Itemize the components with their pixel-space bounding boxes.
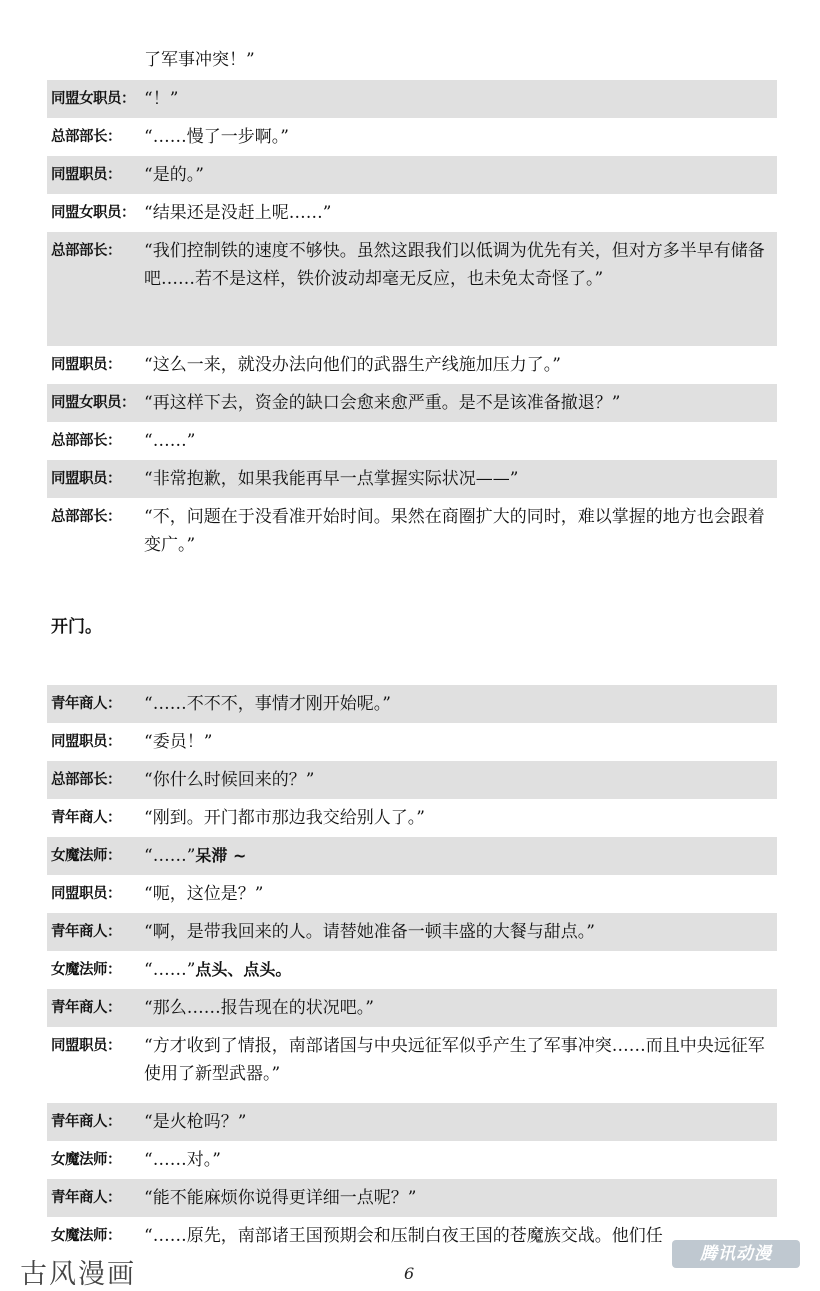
spoken-text: “……原先，南部诸王国预期会和压制白夜王国的苍魔族交战。他们任 (144, 1226, 663, 1246)
speaker-name: 同盟职员： (51, 1038, 121, 1054)
spoken-text: “能不能麻烦你说得更详细一点呢？” (144, 1188, 417, 1208)
speaker-name: 总部部长： (51, 433, 121, 449)
speaker-name: 同盟女职员： (51, 91, 135, 107)
dialogue-text (144, 728, 777, 757)
speaker-name: 总部部长： (51, 772, 121, 788)
dialogue-line (47, 913, 777, 951)
speaker-name: 同盟女职员： (51, 205, 135, 221)
dialogue-text (144, 1108, 777, 1137)
spoken-text: “委员！” (144, 732, 213, 752)
speaker-name: 青年商人： (51, 810, 121, 826)
dialogue-line (47, 989, 777, 1027)
dialogue-line (47, 232, 777, 346)
dialogue-text (144, 123, 777, 152)
dialogue-line (47, 837, 777, 875)
speaker-name: 女魔法师： (51, 1152, 121, 1168)
speaker-name: 总部部长： (51, 129, 121, 145)
spoken-text: “呃，这位是？” (144, 884, 264, 904)
dialogue-text (144, 1032, 777, 1099)
speaker-name: 同盟职员： (51, 734, 121, 750)
dialogue-text (144, 503, 777, 570)
speaker-name: 女魔法师： (51, 848, 121, 864)
speaker-name: 总部部长： (51, 509, 121, 525)
dialogue-text (144, 842, 777, 871)
spoken-text: “是火枪吗？” (144, 1112, 247, 1132)
dialogue-text (144, 690, 777, 719)
watermark-gufeng: 古风漫画 (20, 1259, 136, 1290)
spoken-text: “不，问题在于没看准开始时间。果然在商圈扩大的同时，难以掌握的地方也会跟着变广。” (144, 507, 765, 555)
dialogue-line (47, 384, 777, 422)
speaker-name: 青年商人： (51, 1000, 121, 1016)
dialogue-line (47, 951, 777, 989)
spoken-text: “结果还是没赶上呢……” (144, 203, 332, 223)
dialogue-line (47, 156, 777, 194)
dialogue-line (47, 723, 777, 761)
dialogue-text (144, 1184, 777, 1213)
dialogue-text (144, 237, 777, 342)
dialogue-line (47, 498, 777, 574)
dialogue-line (47, 1179, 777, 1217)
spoken-text: “……” (144, 431, 196, 451)
spoken-text: “啊，是带我回来的人。请替她准备一顿丰盛的大餐与甜点。” (144, 922, 595, 942)
dialogue-line (47, 422, 777, 460)
dialogue-text (144, 994, 777, 1023)
dialogue-line (47, 1217, 777, 1247)
dialogue-line (47, 118, 777, 156)
speaker-name: 青年商人： (51, 1114, 121, 1130)
dialogue-text (144, 351, 777, 380)
dialogue-text (144, 918, 777, 947)
spoken-text: “……” (144, 846, 196, 866)
dialogue-line (47, 346, 777, 384)
dialogue-line (47, 1027, 777, 1103)
dialogue-line (47, 799, 777, 837)
speaker-name: 同盟职员： (51, 357, 121, 373)
spoken-text: “！” (144, 89, 179, 109)
speaker-name: 同盟职员： (51, 471, 121, 487)
dialogue-line (47, 1141, 777, 1179)
spoken-text: “是的。” (144, 165, 204, 185)
dialogue-text (144, 161, 777, 190)
spoken-text: “方才收到了情报，南部诸国与中央远征军似乎产生了军事冲突……而且中央远征军使用了新型武器。” (144, 1036, 765, 1084)
speaker-name: 青年商人： (51, 1190, 121, 1206)
speaker-name: 女魔法师： (51, 1228, 121, 1244)
spoken-text: “……对。” (144, 1150, 221, 1170)
dialogue-line (47, 1103, 777, 1141)
continued-line: 了军事冲突！” (144, 50, 255, 70)
scene-heading: 开门。 (51, 617, 102, 637)
speaker-name: 女魔法师： (51, 962, 121, 978)
speaker-name: 同盟女职员： (51, 395, 135, 411)
spoken-text: “这么一来，就没办法向他们的武器生产线施加压力了。” (144, 355, 561, 375)
dialogue-text (144, 199, 777, 228)
spoken-text: “……” (144, 960, 196, 980)
speaker-name: 同盟职员： (51, 886, 121, 902)
dialogue-text (144, 880, 777, 909)
page-number: 6 (404, 1264, 415, 1283)
spoken-text: “我们控制铁的速度不够快。虽然这跟我们以低调为优先有关，但对方多半早有储备吧……若不是这样，铁价波动却毫无反应，也未免太奇怪了。” (144, 241, 765, 289)
speaker-name: 青年商人： (51, 924, 121, 940)
dialogue-line (47, 460, 777, 498)
speaker-name: 总部部长： (51, 243, 121, 259)
dialogue-text (144, 804, 777, 833)
dialogue-text (144, 465, 777, 494)
action-note: 呆滞 ~ (195, 846, 247, 865)
spoken-text: “你什么时候回来的？” (144, 770, 315, 790)
spoken-text: “再这样下去，资金的缺口会愈来愈严重。是不是该准备撤退？” (144, 393, 621, 413)
dialogue-text (144, 389, 777, 418)
dialogue-line (47, 80, 777, 118)
speaker-name: 青年商人： (51, 696, 121, 712)
speaker-name: 同盟职员： (51, 167, 121, 183)
action-note: 点头、点头。 (195, 960, 292, 979)
dialogue-line (47, 761, 777, 799)
spoken-text: “……慢了一步啊。” (144, 127, 289, 147)
dialogue-text (144, 956, 777, 985)
dialogue-text (144, 1146, 777, 1175)
dialogue-text (144, 85, 777, 114)
watermark-tencent: 腾讯动漫 (672, 1240, 800, 1268)
spoken-text: “……不不不，事情才刚开始呢。” (144, 694, 391, 714)
spoken-text: “刚到。开门都市那边我交给别人了。” (144, 808, 425, 828)
spoken-text: “那么……报告现在的状况吧。” (144, 998, 374, 1018)
dialogue-line (47, 194, 777, 232)
dialogue-line (47, 685, 777, 723)
dialogue-text (144, 766, 777, 795)
dialogue-line (47, 875, 777, 913)
dialogue-text (144, 427, 777, 456)
spoken-text: “非常抱歉，如果我能再早一点掌握实际状况——” (144, 469, 519, 489)
